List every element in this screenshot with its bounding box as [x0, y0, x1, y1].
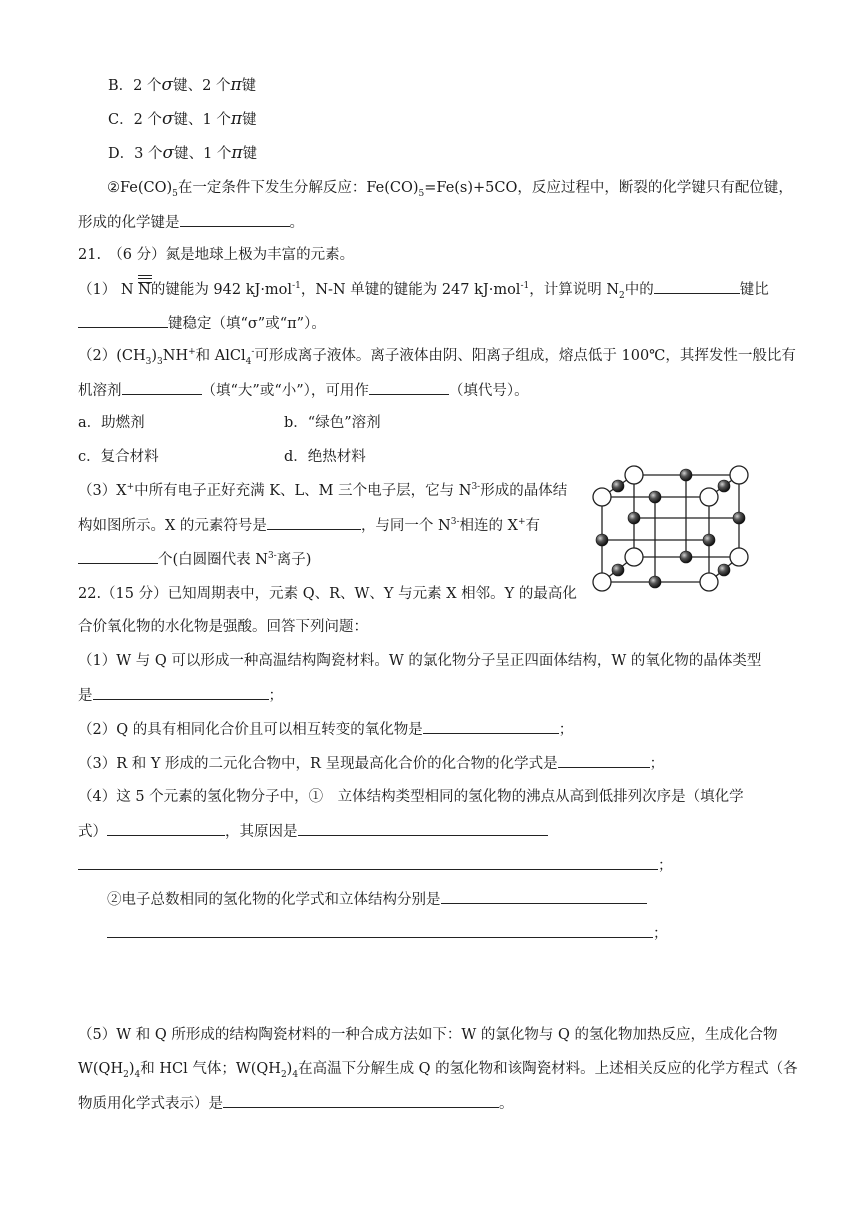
- q22-part5-line1: （5）W 和 Q 所形成的结构陶瓷材料的一种合成方法如下：W 的氯化物与 Q 的氢化物加热反应，生成化合物: [78, 1027, 778, 1043]
- q22-part4-sub2-line1: ②电子总数相同的氢化物的化学式和立体结构分别是: [107, 889, 647, 910]
- sigma-symbol: σ: [161, 75, 174, 95]
- answer-blank[interactable]: [78, 855, 658, 870]
- q22-part4-sub2-line2: ；: [107, 923, 668, 944]
- q21-part2-line1: $(2)(CH_3)_3NH^+$和 AlCl$_4$-可形成离子液体。离子液体由阴、阳离子组成，熔点低于 100℃，其挥发性一般比有: [78, 347, 796, 367]
- answer-blank[interactable]: [107, 923, 653, 938]
- q21-part3-line3: 个(白圆圈代表 $N^{3-}$离子): [78, 549, 311, 570]
- answer-blank[interactable]: [122, 380, 202, 395]
- q21-part3-line2: 构如图所示。X 的元素符号是 ，与同一个 $N^{3-}$相连的 X+有: [78, 515, 540, 536]
- q21-heading: 21. （6 分）氮是地球上极为丰富的元素。: [78, 247, 355, 263]
- answer-blank[interactable]: [654, 279, 740, 294]
- q22-part1-line1: （1）W 与 Q 可以形成一种高温结构陶瓷材料。W 的氯化物分子呈正四面体结构，W 的氧化物的晶体类型: [78, 653, 762, 669]
- option-d: D．3 个σ键、1 个π键: [108, 143, 258, 163]
- answer-blank[interactable]: [78, 549, 158, 564]
- answer-blank[interactable]: [93, 685, 269, 700]
- q21-part2-line2: 机溶剂 （填“大”或“小”），可用作 （填代号）。: [78, 380, 529, 401]
- q22-part4-line3: ；: [78, 855, 673, 876]
- q20-part2-line2: 形成的化学键是 。: [78, 212, 304, 233]
- answer-blank[interactable]: [267, 515, 361, 530]
- sigma-symbol: σ: [162, 143, 175, 163]
- answer-blank[interactable]: [78, 313, 168, 328]
- crystal-structure-figure: [584, 462, 756, 600]
- triple-bond-n: N: [138, 280, 151, 300]
- q21-part1-line1: （1） N N的键能为 942 kJ·mol$^{-1}$，N-N 单键的键能为 247 kJ·mol$^{-1}$，计算说明 $N_2$中的 键比: [78, 279, 769, 300]
- answer-blank[interactable]: [369, 380, 449, 395]
- pi-symbol: π: [230, 109, 243, 129]
- answer-blank[interactable]: [180, 212, 290, 227]
- pi-symbol: π: [231, 143, 243, 163]
- option-c: C．2 个σ键、1 个π键: [108, 109, 257, 129]
- answer-blank[interactable]: [223, 1093, 499, 1108]
- q22-part3: （3）R 和 Y 形成的二元化合物中，R 呈现最高化合价的化合物的化学式是 ；: [78, 753, 664, 774]
- answer-blank[interactable]: [298, 821, 548, 836]
- q22-heading: 22.（15 分）已知周期表中，元素 Q、R、W、Y 与元素 X 相邻。Y 的最高化: [78, 586, 577, 602]
- q22-heading-line2: 合价氧化物的水化物是强酸。回答下列问题：: [78, 619, 368, 635]
- choice-c: c．复合材料: [78, 449, 159, 465]
- q20-part2-line1: $②Fe(CO)_5$在一定条件下发生分解反应：$Fe(CO)_5=Fe(s)+5CO$，反应过程中，断裂的化学键只有配位键，: [107, 180, 793, 199]
- option-b: B．2 个σ键、2 个π键: [108, 75, 257, 95]
- choice-b: b．“绿色”溶剂: [284, 415, 381, 431]
- q22-part2: （2）Q 的具有相同化合价且可以相互转变的氧化物是 ；: [78, 719, 573, 740]
- q21-part3-line1: （3）X+中所有电子正好充满 K、L、M 三个电子层，它与 $N^{3-}$形成的晶体结: [78, 482, 568, 499]
- q22-part4-line2: 式） ，其原因是: [78, 821, 548, 842]
- q22-part5-line3: 物质用化学式表示）是 。: [78, 1093, 514, 1114]
- q22-part1-line2: 是 ；: [78, 685, 283, 706]
- choice-d: d．绝热材料: [284, 449, 366, 465]
- q21-part1-line2: 键稳定（填“σ”或“π”）。: [78, 313, 326, 334]
- sigma-symbol: σ: [161, 109, 174, 129]
- answer-blank[interactable]: [423, 719, 559, 734]
- choice-a: a．助燃剂: [78, 415, 145, 431]
- answer-blank[interactable]: [107, 821, 225, 836]
- triple-bond-icon: [138, 275, 152, 283]
- pi-symbol: π: [230, 75, 242, 95]
- q22-part5-line2: $W(QH_2)_4$和 HCl 气体；$W(QH_2)_4$在高温下分解生成 Q 的氢化物和该陶瓷材料。上述相关反应的化学方程式（各: [78, 1061, 798, 1080]
- answer-blank[interactable]: [441, 889, 647, 904]
- answer-blank[interactable]: [558, 753, 650, 768]
- q22-part4-line1: （4）这 5 个元素的氢化物分子中，① 立体结构类型相同的氢化物的沸点从高到低排列次序是（填化学: [78, 789, 744, 805]
